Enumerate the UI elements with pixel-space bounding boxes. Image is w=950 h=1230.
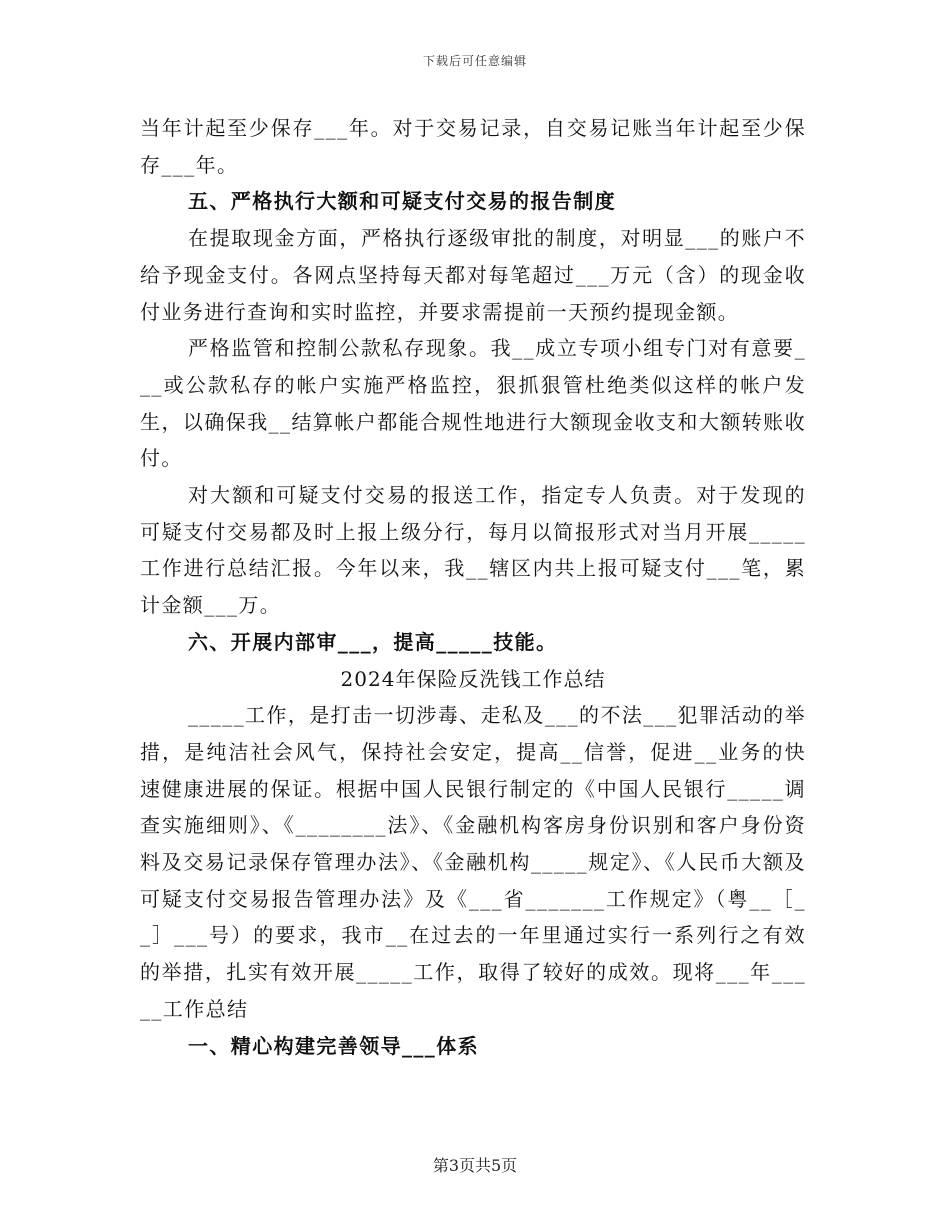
paragraph-public-funds: 严格监管和控制公款私存现象。我__成立专项小组专门对有意要___或公款私存的帐户实施严格监控，狠抓狠管杜绝类似这样的帐户发生，以确保我__结算帐户都能合规性地进行大额现金收支和大额转账收付。 bbox=[140, 336, 806, 471]
document-body bbox=[140, 110, 806, 1064]
paragraph-record-retention: 当年计起至少保存___年。对于交易记录，自交易记账当年计起至少保存___年。 bbox=[140, 116, 806, 177]
document-title: 2024年保险反洗钱工作总结 bbox=[340, 666, 606, 691]
section-heading-one: 一、精心构建完善领导___体系 bbox=[188, 1033, 479, 1058]
paragraph-introduction: _____工作，是打击一切涉毒、走私及___的不法___犯罪活动的举措，是纯洁社会风气，保持社会安定，提高__信誉，促进__业务的快速健康进展的保证。根据中国人民银行制定的《中国人民银行_____调查实施细则》、《________法》、《金融机构客房身份识别和客户身份资料及交易记录保存管理办法》、《金融机构_____规定》、《人民币大额及可疑支付交易报告管理办法》及《___省_______工作规定》（粤__［__］___号）的要求，我市__在过去的一年里通过实行一系列行之有效的举措，扎实有效开展_____工作，取得了较好的成效。现将___年_____工作总结 bbox=[140, 703, 806, 1021]
paragraph-suspicious-reporting: 对大额和可疑支付交易的报送工作，指定专人负责。对于发现的可疑支付交易都及时上报上级分行，每月以简报形式对当月开展_____工作进行总结汇报。今年以来，我__辖区内共上报可疑支付___笔，累计金额___万。 bbox=[140, 483, 806, 618]
section-heading-five: 五、严格执行大额和可疑支付交易的报告制度 bbox=[188, 189, 616, 214]
page-footer: 第3页共5页 bbox=[432, 1156, 518, 1175]
page-header: 下载后可任意编辑 bbox=[422, 54, 527, 68]
section-heading-six: 六、开展内部审___，提高_____技能。 bbox=[188, 629, 558, 654]
paragraph-cash-withdrawal: 在提取现金方面，严格执行逐级审批的制度，对明显___的账户不给予现金支付。各网点坚持每天都对每笔超过___万元（含）的现金收付业务进行查询和实时监控，并要求需提前一天预约提现金额。 bbox=[140, 226, 806, 324]
